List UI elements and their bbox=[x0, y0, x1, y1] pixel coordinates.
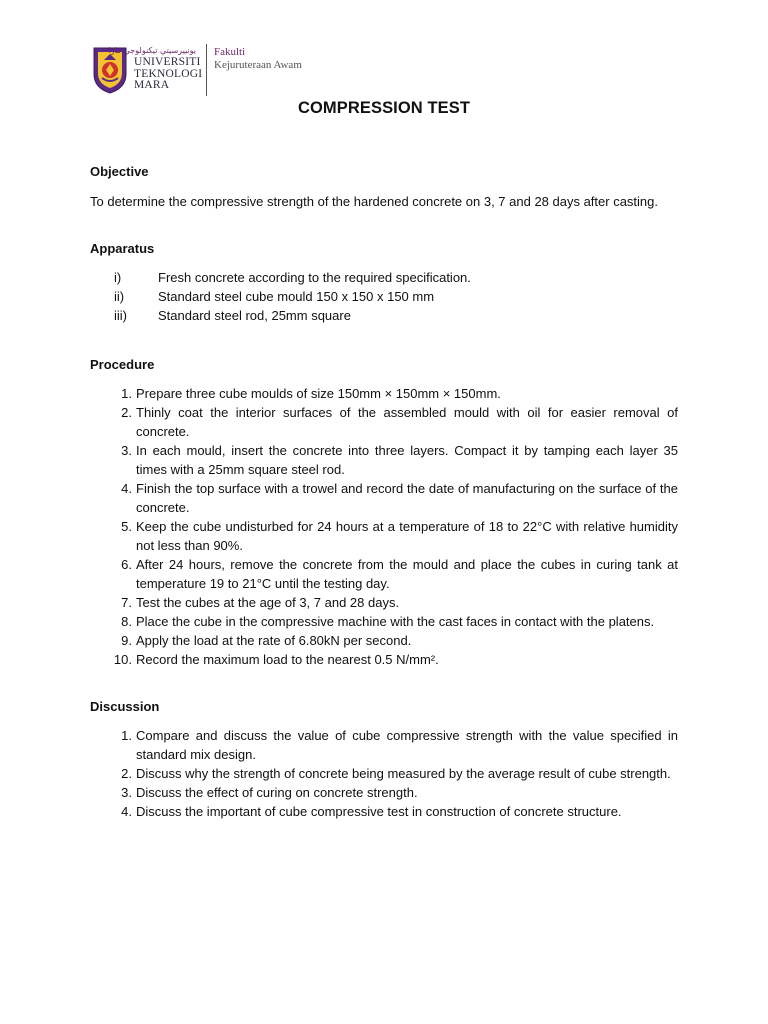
university-line-3: MARA bbox=[134, 79, 170, 91]
list-item bbox=[90, 555, 678, 593]
item-number: 6. bbox=[121, 557, 132, 572]
item-number: 4. bbox=[121, 481, 132, 496]
list-item bbox=[90, 650, 678, 669]
item-text: Standard steel cube mould 150 x 150 x 150 mm bbox=[158, 289, 435, 304]
jawi-script-text: ﯾﻮﻧﯿﯿﺮﺳﯿﺘﻲ ﺗﯿﻜﻨﻮﻟﻮﺟﻲ ﻣﺎرا bbox=[108, 46, 196, 55]
item-text: Prepare three cube moulds of size 150mm × 150mm × 150mm. bbox=[136, 386, 501, 401]
item-number: 9. bbox=[121, 633, 132, 648]
list-item bbox=[90, 384, 678, 403]
procedure-heading: Procedure bbox=[90, 357, 155, 372]
item-number: 5. bbox=[121, 519, 132, 534]
item-number: 2. bbox=[121, 405, 132, 420]
faculty-line-2: Kejuruteraan Awam bbox=[214, 59, 302, 71]
list-item bbox=[90, 612, 678, 631]
university-name bbox=[134, 57, 202, 92]
objective-section bbox=[90, 162, 678, 211]
discussion-heading: Discussion bbox=[90, 699, 160, 714]
university-line-2: TEKNOLOGI bbox=[134, 67, 203, 80]
list-item bbox=[90, 764, 678, 783]
objective-heading: Objective bbox=[90, 164, 149, 179]
faculty-name bbox=[214, 46, 302, 72]
procedure-list bbox=[90, 384, 678, 669]
list-item bbox=[90, 306, 678, 325]
item-text: Discuss the important of cube compressive test in construction of concrete structure. bbox=[136, 804, 622, 819]
list-item bbox=[90, 403, 678, 441]
item-text: Compare and discuss the value of cube compressive strength with the value specified in standard mix design. bbox=[136, 728, 678, 762]
item-text: Keep the cube undisturbed for 24 hours at a temperature of 18 to 22°C with relative humidity not less than 90%. bbox=[136, 519, 678, 553]
item-text: Discuss the effect of curing on concrete strength. bbox=[136, 785, 418, 800]
faculty-line-1: Fakulti bbox=[214, 46, 246, 58]
item-text: After 24 hours, remove the concrete from the mould and place the cubes in curing tank at temperature 19 to 21°C until the testing day. bbox=[136, 557, 678, 591]
item-text: Test the cubes at the age of 3, 7 and 28 days. bbox=[136, 595, 400, 610]
discussion-section bbox=[90, 697, 678, 821]
list-item bbox=[90, 726, 678, 764]
list-item bbox=[90, 593, 678, 612]
apparatus-section bbox=[90, 239, 678, 325]
document-body bbox=[90, 162, 678, 821]
item-number: i) bbox=[114, 270, 122, 285]
item-number: 1. bbox=[121, 728, 132, 743]
item-text: Record the maximum load to the nearest 0.5 N/mm². bbox=[136, 652, 439, 667]
list-item bbox=[90, 783, 678, 802]
list-item bbox=[90, 441, 678, 479]
item-text: Thinly coat the interior surfaces of the assembled mould with oil for easier removal of concrete. bbox=[136, 405, 678, 439]
apparatus-heading: Apparatus bbox=[90, 241, 155, 256]
apparatus-list bbox=[90, 268, 678, 325]
item-text: Place the cube in the compressive machine with the cast faces in contact with the platens. bbox=[136, 614, 655, 629]
page-title: COMPRESSION TEST bbox=[297, 99, 471, 117]
objective-text: To determine the compressive strength of the hardened concrete on 3, 7 and 28 days after casting. bbox=[90, 194, 659, 209]
item-number: 10. bbox=[113, 652, 132, 667]
item-text: Standard steel rod, 25mm square bbox=[158, 308, 351, 323]
list-item bbox=[90, 631, 678, 650]
item-text: Fresh concrete according to the required specification. bbox=[158, 270, 471, 285]
discussion-list bbox=[90, 726, 678, 821]
university-line-1: UNIVERSITI bbox=[134, 56, 201, 68]
item-number: 4. bbox=[121, 804, 132, 819]
item-number: 2. bbox=[121, 766, 132, 781]
item-number: 7. bbox=[121, 595, 132, 610]
list-item bbox=[90, 287, 678, 306]
list-item bbox=[90, 802, 678, 821]
letterhead bbox=[90, 42, 350, 98]
item-text: In each mould, insert the concrete into three layers. Compact it by tamping each layer 35 times with a 25mm square steel rod. bbox=[136, 443, 678, 477]
item-text: Apply the load at the rate of 6.80kN per second. bbox=[136, 633, 412, 648]
item-number: 3. bbox=[121, 443, 132, 458]
item-number: 3. bbox=[121, 785, 132, 800]
list-item bbox=[90, 268, 678, 287]
header-divider bbox=[206, 44, 207, 96]
item-number: iii) bbox=[114, 308, 127, 323]
list-item bbox=[90, 517, 678, 555]
item-number: 8. bbox=[121, 614, 132, 629]
list-item bbox=[90, 479, 678, 517]
item-text: Finish the top surface with a trowel and record the date of manufacturing on the surface of the concrete. bbox=[136, 481, 678, 515]
item-number: ii) bbox=[114, 289, 125, 304]
procedure-section bbox=[90, 355, 678, 669]
item-number: 1. bbox=[121, 386, 132, 401]
item-text: Discuss why the strength of concrete being measured by the average result of cube strength. bbox=[136, 766, 671, 781]
